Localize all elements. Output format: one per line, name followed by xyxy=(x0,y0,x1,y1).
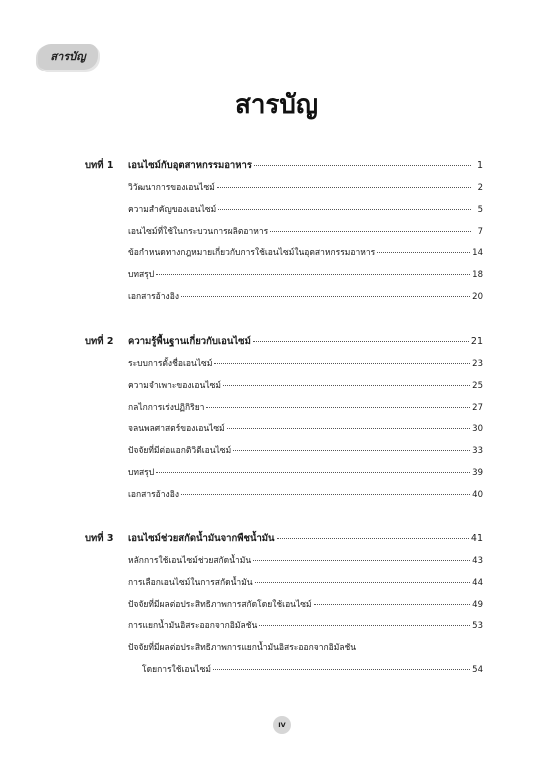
dot-leader xyxy=(314,604,471,605)
toc-entry-page-number: 2 xyxy=(477,183,483,193)
toc-entry[interactable] xyxy=(128,553,483,567)
toc-entry-label: ปัจจัยที่มีผลต่อประสิทธิภาพการสกัดโดยใช้เอนไซม์ xyxy=(128,599,312,610)
dot-leader xyxy=(218,209,471,210)
toc-entry[interactable] xyxy=(128,356,483,370)
toc-entry-label: การเลือกเอนไซม์ในการสกัดน้ำมัน xyxy=(128,577,253,588)
dot-leader xyxy=(181,494,470,495)
toc-entry-label: กลไกการเร่งปฏิกิริยา xyxy=(128,402,205,413)
dot-leader xyxy=(270,231,471,232)
chapter-number: บทที่ 2 xyxy=(85,336,114,347)
toc-entry-label: วิวัฒนาการของเอนไซม์ xyxy=(128,183,215,193)
toc-entry-label: ความสำคัญของเอนไซม์ xyxy=(128,204,217,215)
toc-entry[interactable] xyxy=(128,575,483,589)
dot-leader xyxy=(255,582,471,583)
toc-entry-label: การแยกน้ำมันอิสระออกจากอิมัลชัน xyxy=(128,621,258,632)
chapter-title: เอนไซม์ช่วยสกัดน้ำมันจากพืชน้ำมัน xyxy=(128,533,275,544)
chapter-entry[interactable] xyxy=(85,158,483,172)
toc-entry[interactable] xyxy=(128,289,483,303)
dot-leader xyxy=(206,407,470,408)
dot-leader xyxy=(223,385,470,386)
toc-entry-label: เอนไซม์ที่ใช้ในกระบวนการผลิตอาหาร xyxy=(128,226,269,237)
dot-leader xyxy=(156,472,470,473)
toc-entry[interactable] xyxy=(128,400,483,414)
toc-entry-page-number: 39 xyxy=(472,468,483,478)
chapter-page-number: 21 xyxy=(470,336,483,347)
dot-leader xyxy=(156,274,470,275)
dot-leader xyxy=(259,625,470,626)
section-badge-label: สารบัญ xyxy=(50,50,86,63)
toc-entry[interactable] xyxy=(128,378,483,392)
dot-leader xyxy=(233,450,470,451)
toc-entry[interactable] xyxy=(128,202,483,216)
dot-leader xyxy=(253,341,469,342)
toc-entry[interactable] xyxy=(128,618,483,632)
toc-entry-page-number: 54 xyxy=(472,665,483,675)
toc-entry[interactable] xyxy=(128,421,483,435)
chapter-page-number: 1 xyxy=(476,160,483,171)
toc-entry-page-number: 20 xyxy=(472,292,483,302)
dot-leader xyxy=(377,252,470,253)
toc-entry-label: หลักการใช้เอนไซม์ช่วยสกัดน้ำมัน xyxy=(128,556,252,566)
toc-entry-page-number: 25 xyxy=(472,380,483,391)
toc-entry[interactable] xyxy=(128,224,483,238)
dot-leader xyxy=(213,669,470,670)
toc-entry-page-number: 43 xyxy=(472,556,483,566)
toc-entry-page-number: 44 xyxy=(472,577,483,588)
toc-entry-page-number: 53 xyxy=(472,621,483,632)
page-title: สารบัญ xyxy=(234,90,319,120)
toc-entry-label: เอกสารอ้างอิง xyxy=(128,489,179,500)
toc-entry-page-number: 7 xyxy=(477,226,483,237)
dot-leader xyxy=(254,165,471,166)
toc-entry-label: ปัจจัยที่มีผลต่อประสิทธิภาพการแยกน้ำมันอิสระออกจากอิมัลชัน xyxy=(128,643,357,654)
toc-entry-page-number: 18 xyxy=(472,270,483,281)
toc-entry[interactable] xyxy=(128,597,483,611)
toc-entry[interactable] xyxy=(128,487,483,501)
toc-entry-page-number: 30 xyxy=(472,424,483,435)
page-number: IV xyxy=(273,716,291,734)
chapter-page-number: 41 xyxy=(470,533,483,544)
toc-entry-page-number: 23 xyxy=(472,359,483,369)
toc-entry-page-number: 33 xyxy=(472,446,483,457)
toc-entry[interactable] xyxy=(128,267,483,281)
dot-leader xyxy=(253,560,470,561)
toc-entry-label: จลนพลศาสตร์ของเอนไซม์ xyxy=(128,424,225,435)
toc-entry-label: ข้อกำหนดทางกฎหมายเกี่ยวกับการใช้เอนไซม์ในอุตสาหกรรมอาหาร xyxy=(128,248,376,259)
section-badge xyxy=(38,44,98,70)
dot-leader xyxy=(214,363,470,364)
toc-entry[interactable] xyxy=(128,245,483,259)
toc-entry-label: ระบบการตั้งชื่อเอนไซม์ xyxy=(128,359,213,369)
chapter-title: ความรู้พื้นฐานเกี่ยวกับเอนไซม์ xyxy=(128,336,251,347)
chapter-title: เอนไซม์กับอุตสาหกรรมอาหาร xyxy=(128,160,252,171)
toc-entry-label: บทสรุป xyxy=(128,270,155,281)
dot-leader xyxy=(277,538,469,539)
toc-entry[interactable] xyxy=(128,180,483,194)
toc-entry-page-number: 40 xyxy=(472,489,483,500)
toc-entry-page-number: 5 xyxy=(477,204,483,215)
toc-entry-label: ปัจจัยที่มีต่อแอกติวิตีเอนไซม์ xyxy=(128,446,232,457)
chapter-number: บทที่ 1 xyxy=(85,160,114,171)
toc-entry[interactable] xyxy=(142,662,483,676)
toc-entry-page-number: 49 xyxy=(472,599,483,610)
toc-entry-label: ความจำเพาะของเอนไซม์ xyxy=(128,380,221,391)
toc-entry[interactable] xyxy=(128,465,483,479)
dot-leader xyxy=(227,428,470,429)
toc-entry-label: เอกสารอ้างอิง xyxy=(128,292,179,302)
toc-entry-page-number: 14 xyxy=(472,248,483,259)
chapter-entry[interactable] xyxy=(85,531,483,545)
chapter-entry[interactable] xyxy=(85,334,483,348)
dot-leader xyxy=(181,296,470,297)
toc-entry-label: บทสรุป xyxy=(128,468,155,478)
toc-entry-label: โดยการใช้เอนไซม์ xyxy=(142,665,211,675)
toc-entry[interactable] xyxy=(128,443,483,457)
chapter-number: บทที่ 3 xyxy=(85,533,114,544)
toc-entry-page-number: 27 xyxy=(472,402,483,413)
dot-leader xyxy=(217,187,471,188)
